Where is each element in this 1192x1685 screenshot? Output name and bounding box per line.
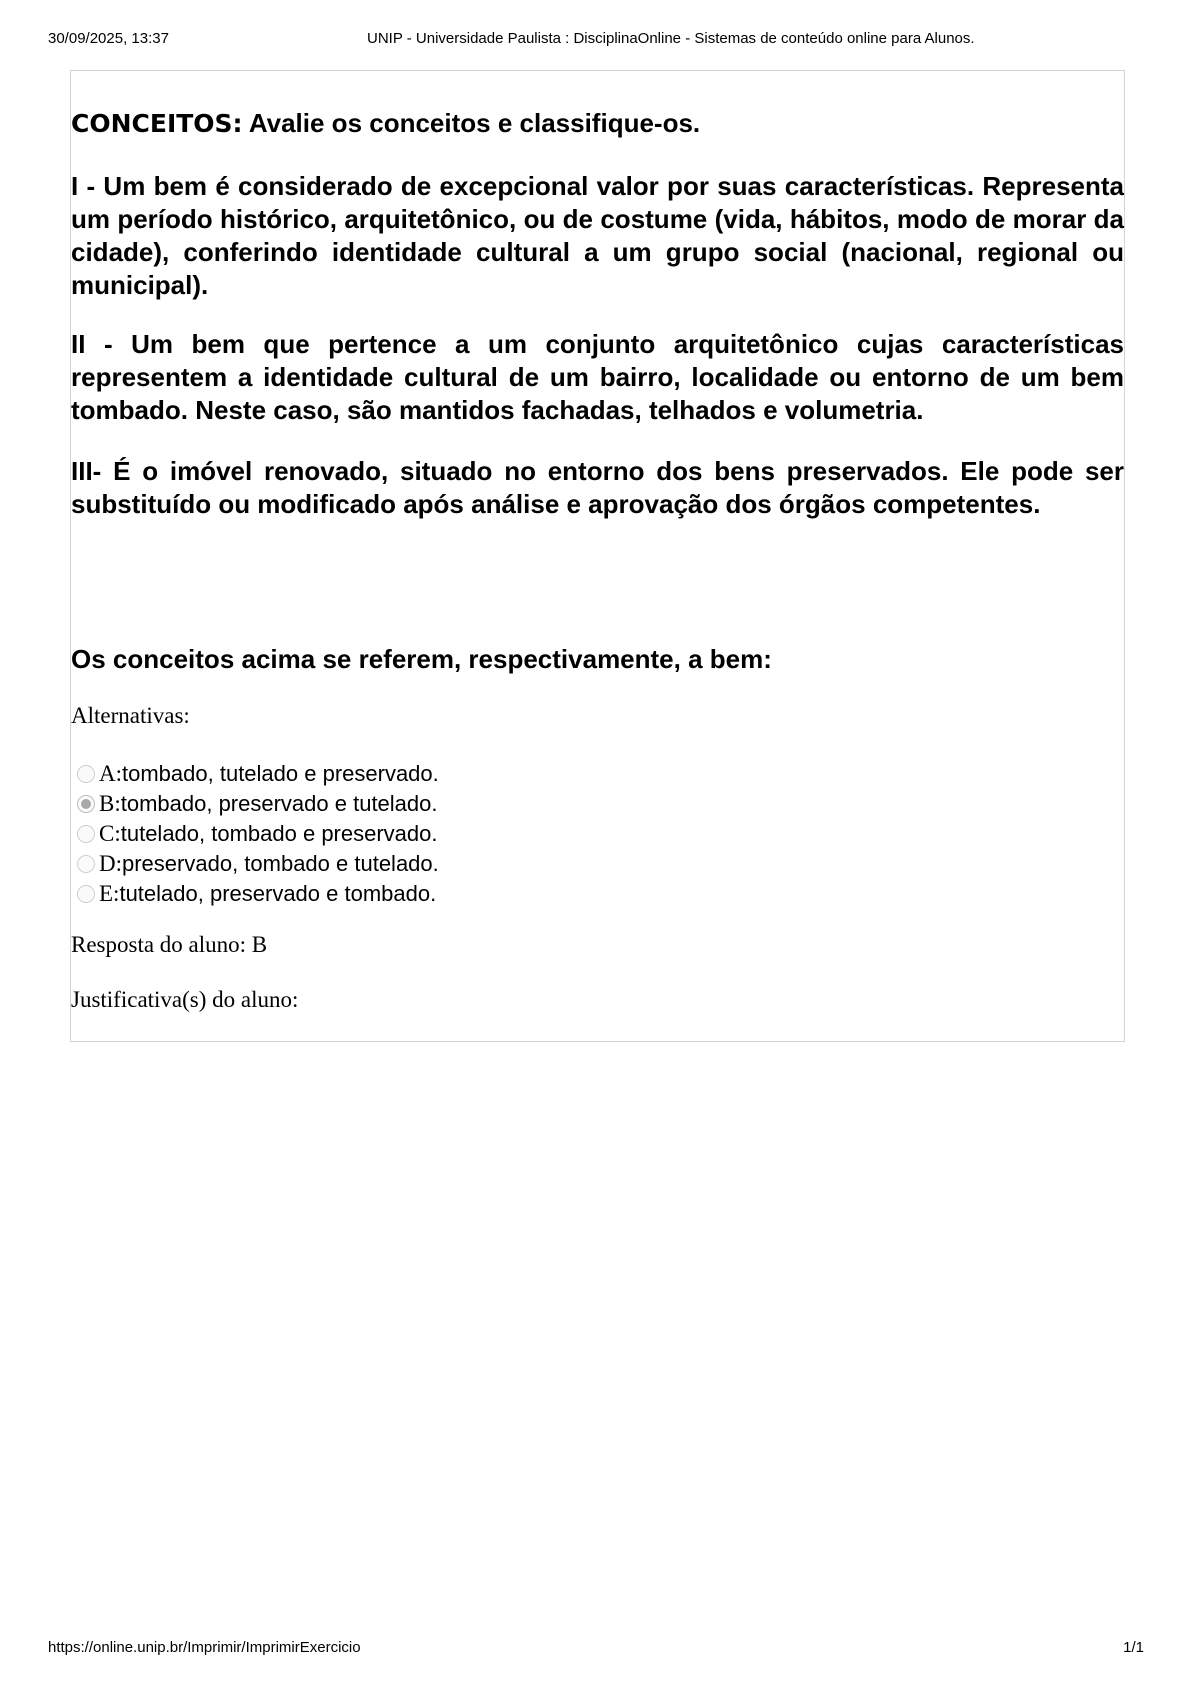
alternative-text: tutelado, tombado e preservado. (120, 821, 438, 846)
concept-paragraph-3: III- É o imóvel renovado, situado no entorno dos bens preservados. Ele pode ser substituído ou modificado após análise e aprovação dos órgãos competentes. (71, 456, 1124, 519)
alternative-letter: A: (99, 761, 122, 786)
question-heading-lead: CONCEITOS: (71, 109, 243, 138)
concept-paragraph-1: I - Um bem é considerado de excepcional valor por suas características. Representa um período histórico, arquitetônico, ou de costume (vida, hábitos, modo de morar da cidade), conferindo identidade cultural a um grupo social (nacional, regional ou municipal). (71, 171, 1124, 300)
alternative-text: preservado, tombado e tutelado. (122, 851, 439, 876)
alternative-e[interactable] (77, 879, 439, 909)
radio-a[interactable] (77, 765, 95, 783)
concept-paragraph-2: II - Um bem que pertence a um conjunto arquitetônico cujas características representem a identidade cultural de um bairro, localidade ou entorno de um bem tombado. Neste caso, são mantidos fachadas, telhados e volumetria. (71, 329, 1124, 425)
print-datetime: 30/09/2025, 13:37 (48, 30, 169, 47)
radio-b-selected[interactable] (77, 795, 95, 813)
alternative-a[interactable] (77, 759, 439, 789)
alternative-b[interactable] (77, 789, 439, 819)
alternatives-label: Alternativas: (71, 703, 190, 728)
question-prompt: Os conceitos acima se referem, respectivamente, a bem: (71, 644, 772, 674)
print-footer (48, 1639, 1144, 1659)
alternative-c[interactable] (77, 819, 439, 849)
print-header (48, 30, 1144, 50)
radio-e[interactable] (77, 885, 95, 903)
alternative-text: tombado, tutelado e preservado. (122, 761, 439, 786)
alternative-letter: B: (99, 791, 121, 816)
print-page-number: 1/1 (1123, 1639, 1144, 1656)
alternative-letter: D: (99, 851, 122, 876)
alternative-letter: E: (99, 881, 120, 906)
alternative-text: tutelado, preservado e tombado. (119, 881, 437, 906)
alternative-text: tombado, preservado e tutelado. (120, 791, 438, 816)
question-heading (71, 107, 1124, 140)
print-page-title: UNIP - Universidade Paulista : DisciplinaOnline - Sistemas de conteúdo online para Alunos. (367, 30, 975, 47)
alternative-letter: C: (99, 821, 121, 846)
print-url: https://online.unip.br/Imprimir/ImprimirExercicio (48, 1639, 361, 1656)
radio-c[interactable] (77, 825, 95, 843)
question-box (70, 70, 1125, 1042)
question-heading-text: Avalie os conceitos e classifique-os. (242, 108, 701, 138)
alternative-d[interactable] (77, 849, 439, 879)
student-justification-label: Justificativa(s) do aluno: (71, 987, 299, 1012)
alternatives-list (77, 759, 439, 909)
radio-d[interactable] (77, 855, 95, 873)
student-answer: Resposta do aluno: B (71, 932, 268, 957)
